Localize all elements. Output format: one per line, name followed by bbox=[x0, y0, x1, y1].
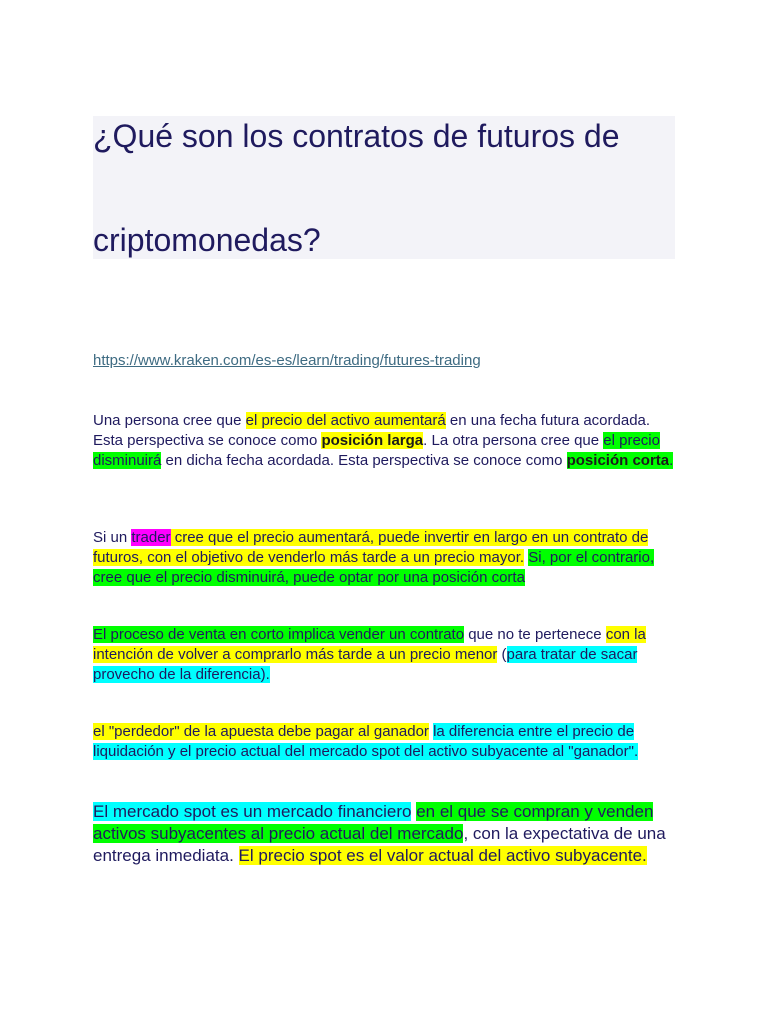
p1-text-4: en dicha fecha acordada. Esta perspectiva se conoce como bbox=[161, 452, 567, 469]
paragraph-short-selling bbox=[93, 625, 683, 685]
p3-highlight-process: El proceso de venta en corto implica vender un contrato bbox=[93, 626, 465, 643]
p1-bold-short-position: posición corta bbox=[566, 452, 670, 469]
p2-highlight-long: cree que el precio aumentará, puede invertir en largo en un contrato de futuros, con el objetivo de venderlo más tarde a un precio mayor. bbox=[93, 529, 649, 566]
source-link[interactable]: https://www.kraken.com/es-es/learn/trading/futures-trading bbox=[93, 352, 481, 369]
p4-highlight-loser: el "perdedor" de la apuesta debe pagar al ganador bbox=[93, 723, 429, 740]
p2-highlight-short: Si, por el contrario, cree que el precio disminuirá, puede optar por una posición corta bbox=[93, 549, 655, 586]
paragraph-loser-pays bbox=[93, 722, 683, 762]
p5-highlight-buy-sell: en el que se compran y venden activos subyacentes al precio actual del mercado bbox=[93, 802, 654, 843]
p2-highlight-trader: trader bbox=[131, 529, 171, 546]
p3-highlight-profit: para tratar de sacar provecho de la diferencia). bbox=[93, 646, 638, 683]
p5-text-2: , con la expectativa de una entrega inmediata. bbox=[93, 824, 666, 865]
p1-text-3: . La otra persona cree que bbox=[423, 432, 604, 449]
p4-highlight-difference: la diferencia entre el precio de liquidación y el precio actual del mercado spot del activo subyacente al "ganador". bbox=[93, 723, 639, 760]
p5-highlight-spot-market: El mercado spot es un mercado financiero bbox=[93, 802, 412, 821]
paragraph-positions bbox=[93, 411, 683, 471]
p3-text-1: que no te pertenece bbox=[464, 626, 606, 643]
page-title-line-2: criptomonedas? bbox=[93, 222, 321, 258]
p1-bold-long-position: posición larga bbox=[321, 432, 424, 449]
p1-text-1: Una persona cree que bbox=[93, 412, 246, 429]
page-title-line-1: ¿Qué son los contratos de futuros de bbox=[93, 118, 620, 154]
p3-text-2: ( bbox=[497, 646, 507, 663]
p2-text-1: Si un bbox=[93, 529, 132, 546]
paragraph-spot-market bbox=[93, 801, 683, 867]
p3-highlight-intention: con la intención de volver a comprarlo más tarde a un precio menor bbox=[93, 626, 646, 663]
p1-highlight-price-down: el precio disminuirá bbox=[93, 432, 660, 469]
title-block bbox=[93, 116, 675, 259]
p5-highlight-spot-price: El precio spot es el valor actual del activo subyacente. bbox=[238, 846, 647, 865]
paragraph-trader bbox=[93, 528, 683, 588]
p1-text-5: . bbox=[669, 452, 674, 469]
p1-highlight-price-up: el precio del activo aumentará bbox=[245, 412, 446, 429]
p1-text-2: en una fecha futura acordada. Esta perspectiva se conoce como bbox=[93, 412, 651, 449]
